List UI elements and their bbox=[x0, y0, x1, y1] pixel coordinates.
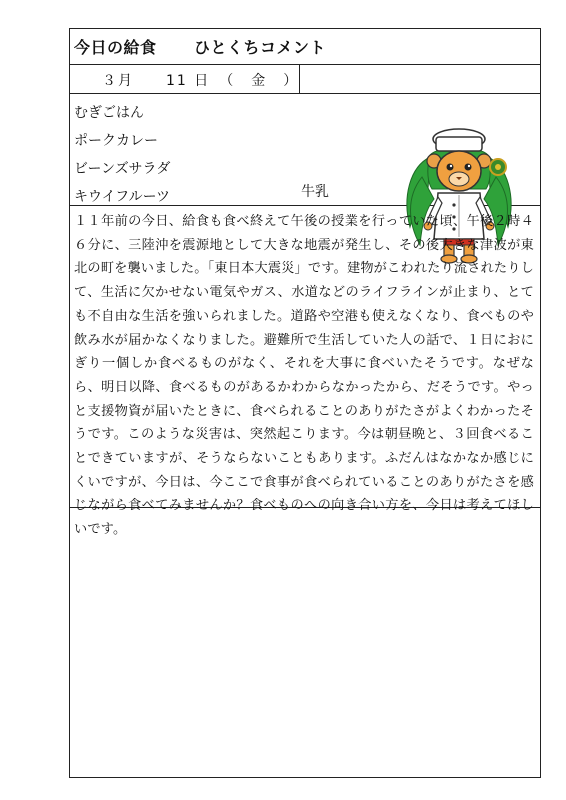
date-row bbox=[70, 65, 540, 94]
menu-item: キウイフルーツ bbox=[74, 189, 171, 205]
menu-item: むぎごはん bbox=[74, 105, 144, 121]
comment-sheet bbox=[69, 28, 541, 778]
date-divider bbox=[299, 65, 300, 94]
comment-text: １１年前の今日、給食も食べ終えて午後の授業を行っていた頃、午後２時４６分に、三陸沖を震源地として大きな地震が発生し、その後大きな津波が東北の町を襲いました。「東日本大震災」です。建物がこわれたり流されたりして、生活に欠かせない電気やガス、水道などのライフラインが止まり、とても不自由な生活を強いられました。道路や空港も使えなくなり、食べものや飲み水が届かなくなりました。避難所で生活していた人の話で、１日におにぎり一個しか食べるものがなく、それを大事に食べいたそうです。なぜなら、明日以降、食べるものがあるかわからなかったから、だそうです。やっと支援物資が届いたときに、食べられることのありがたさがよくわかったそうです。このような災害は、突然起こります。今は朝昼晩と、３回食べることできていますが、そうならないこともあります。ふだんはなかなか感じにくいですが、今日は、今ここで食事が食べられていることのありがたさを感じながら食べてみませんか？食べものへの向き合い方を、今日は考えてほしいです。 bbox=[74, 214, 534, 538]
milk-label: 牛乳 bbox=[301, 184, 329, 200]
comment-area bbox=[70, 206, 540, 538]
blank-area bbox=[70, 508, 540, 777]
title-row bbox=[70, 29, 540, 65]
menu-item: ポークカレー bbox=[74, 133, 158, 149]
page-title: 今日の給食 bbox=[74, 38, 157, 57]
page-subtitle: ひとくちコメント bbox=[194, 38, 327, 57]
menu-item: ビーンズサラダ bbox=[74, 161, 171, 177]
menu-area bbox=[70, 94, 540, 206]
date-label: ３月 11 日 （ 金 ） bbox=[102, 73, 300, 89]
